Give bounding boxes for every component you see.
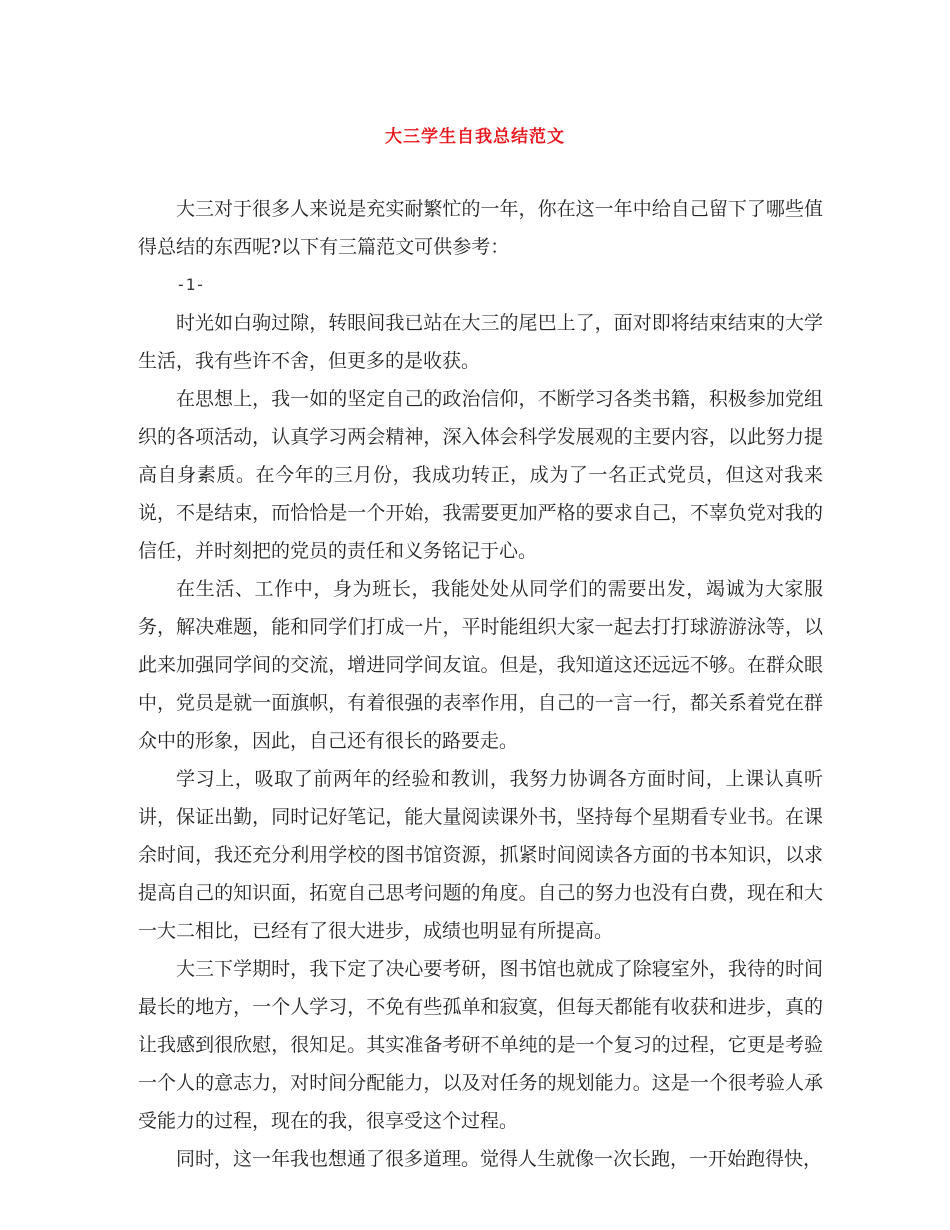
body-paragraph: 时光如白驹过隙，转眼间我已站在大三的尾巴上了，面对即将结束结束的大学生活，我有些许不舍，但更多的是收获。 bbox=[138, 312, 823, 372]
section-marker: -1- bbox=[176, 275, 205, 294]
body-paragraph: 学习上，吸取了前两年的经验和教训，我努力协调各方面时间，上课认真听讲，保证出勤，同时记好笔记，能大量阅读课外书，坚持每个星期看专业书。在课余时间，我还充分利用学校的图书馆资源，抓紧时间阅读各方面的书本知识，以求提高自己的知识面，拓宽自己思考问题的角度。自己的努力也没有白费，现在和大一大二相比，已经有了很大进步，成绩也明显有所提高。 bbox=[138, 768, 823, 942]
document-title: 大三学生自我总结范文 bbox=[385, 127, 565, 147]
intro-paragraph: 大三对于很多人来说是充实耐繁忙的一年，你在这一年中给自己留下了哪些值得总结的东西呢?以下有三篇范文可供参考： bbox=[138, 198, 823, 258]
body-paragraph: 同时，这一年我也想通了很多道理。觉得人生就像一次长跑，一开始跑得快， bbox=[176, 1148, 823, 1170]
body-paragraph: 大三下学期时，我下定了决心要考研，图书馆也就成了除寝室外，我待的时间最长的地方，一个人学习，不免有些孤单和寂寞，但每天都能有收获和进步，真的让我感到很欣慰，很知足。其实准备考研不单纯的是一个复习的过程，它更是考验一个人的意志力，对时间分配能力，以及对任务的规划能力。这是一个很考验人承受能力的过程，现在的我，很享受这个过程。 bbox=[138, 958, 823, 1132]
body-paragraph: 在生活、工作中，身为班长，我能处处从同学们的需要出发，竭诚为大家服务，解决难题，能和同学们打成一片，平时能组织大家一起去打打球游游泳等，以此来加强同学间的交流，增进同学间友谊。但是，我知道这还远远不够。在群众眼中，党员是就一面旗帜，有着很强的表率作用，自己的一言一行，都关系着党在群众中的形象，因此，自己还有很长的路要走。 bbox=[138, 578, 823, 752]
body-paragraph: 在思想上，我一如的坚定自己的政治信仰，不断学习各类书籍，积极参加党组织的各项活动，认真学习两会精神，深入体会科学发展观的主要内容，以此努力提高自身素质。在今年的三月份，我成功转正，成为了一名正式党员，但这对我来说，不是结束，而恰恰是一个开始，我需要更加严格的要求自己，不辜负党对我的信任，并时刻把的党员的责任和义务铭记于心。 bbox=[138, 388, 823, 562]
document-body bbox=[138, 190, 823, 1178]
